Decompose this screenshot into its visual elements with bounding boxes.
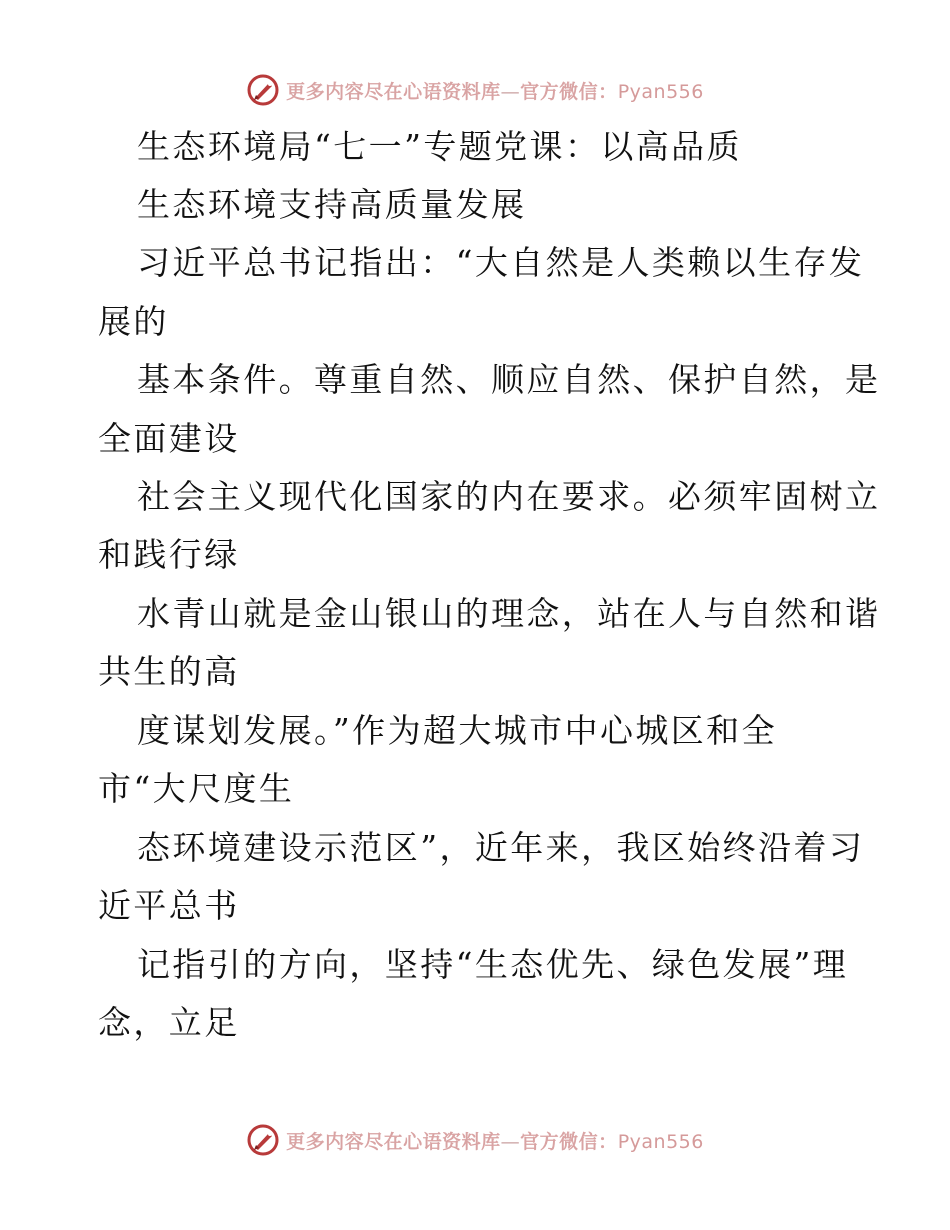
doc-text-line: 全面建设 (98, 419, 240, 458)
doc-title-line-1: 生态环境局“七一”专题党课：以高品质 (137, 127, 742, 166)
doc-text-line: 和践行绿 (98, 535, 240, 574)
banner-text (286, 1127, 704, 1154)
doc-text-line: 市“大尺度生 (98, 769, 295, 808)
doc-text-line: 态环境建设示范区”，近年来，我区始终沿着习 (137, 828, 865, 867)
banner-official-label: 官方微信： (520, 1130, 618, 1153)
pen-nib-logo-icon (246, 1123, 280, 1157)
banner-main-text: 更多内容尽在心语资料库 (286, 1130, 501, 1153)
doc-text-line: 水青山就是金山银山的理念，站在人与自然和谐 (137, 594, 881, 633)
banner-separator: — (500, 80, 521, 103)
doc-text-line: 记指引的方向，坚持“生态优先、绿色发展”理 (137, 945, 849, 984)
doc-text-line: 社会主义现代化国家的内在要求。必须牢固树立 (137, 477, 881, 516)
banner-separator: — (500, 1130, 521, 1153)
banner-main-text: 更多内容尽在心语资料库 (286, 80, 501, 103)
doc-text-line: 度谋划发展。”作为超大城市中心城区和全 (137, 711, 777, 750)
doc-title-line-2: 生态环境支持高质量发展 (137, 185, 527, 224)
doc-text-line: 念，立足 (98, 1003, 240, 1042)
doc-text-line: 展的 (98, 302, 169, 341)
footer-banner (0, 1120, 950, 1160)
doc-text-line: 近平总书 (98, 886, 240, 925)
banner-wechat-id: Pyan556 (617, 1130, 704, 1153)
doc-text-line: 基本条件。尊重自然、顺应自然、保护自然，是 (137, 360, 881, 399)
doc-text-line: 习近平总书记指出：“大自然是人类赖以生存发 (137, 243, 865, 282)
doc-text-line: 共生的高 (98, 652, 240, 691)
banner-official-label: 官方微信： (520, 80, 618, 103)
banner-wechat-id: Pyan556 (617, 80, 704, 103)
